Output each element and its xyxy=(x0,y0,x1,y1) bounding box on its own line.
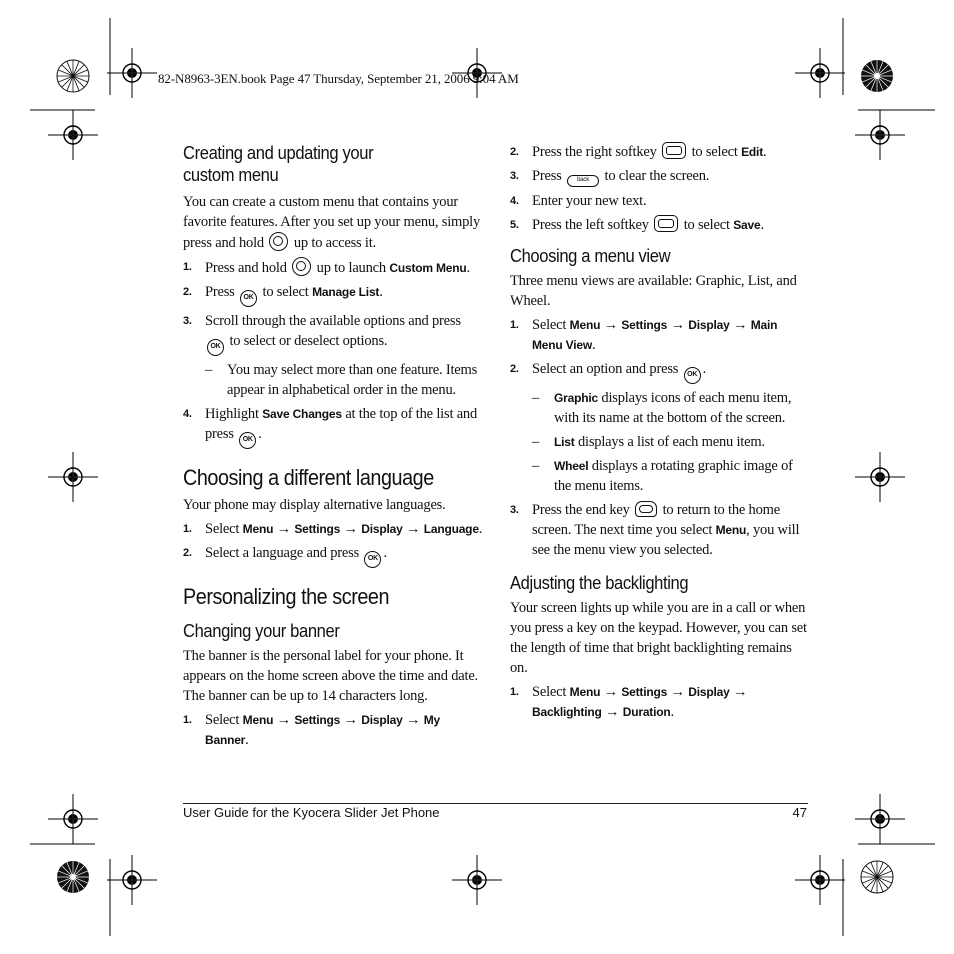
backlight-step-1: 1. Select Menu → Settings → Display → Backlighting → Duration. xyxy=(510,684,748,720)
left-softkey-icon xyxy=(654,215,678,232)
color-bar-star-icon xyxy=(861,60,893,92)
backlight-heading: Adjusting the backlighting xyxy=(510,573,689,593)
custom-menu-intro: You can create a custom menu that contains your favorite features. After you set up your menu, simply press and hold up to access it. xyxy=(183,194,481,251)
banner-intro: The banner is the personal label for your phone. It appears on the home screen above the time and date. The banner can be up to 14 characters long. xyxy=(183,648,478,704)
language-heading: Choosing a different language xyxy=(183,465,434,490)
banner-step-3: 3. Press back to clear the screen. xyxy=(510,166,810,187)
backlight-intro: Your screen lights up while you are in a call or when you press a key on the keypad. However, you can set the length of time that bright backlighting remains on. xyxy=(510,600,807,676)
registration-mark-icon xyxy=(48,110,98,160)
ok-key-icon: OK xyxy=(240,290,257,307)
ok-key-icon: OK xyxy=(364,551,381,568)
menu-view-list: – List displays a list of each menu item. xyxy=(532,434,765,450)
left-column xyxy=(183,142,483,750)
registration-mark-icon xyxy=(855,452,905,502)
color-bar-star-icon xyxy=(861,861,893,893)
registration-mark-icon xyxy=(855,110,905,160)
book-header: 82-N8963-3EN.book Page 47 Thursday, September 21, 2006 9:04 AM xyxy=(158,71,519,86)
custom-menu-step-3: 3. Scroll through the available options and press OK to select or deselect options. xyxy=(183,311,483,356)
menu-view-intro: Three menu views are available: Graphic, List, and Wheel. xyxy=(510,273,797,309)
color-bar-star-icon xyxy=(57,861,89,893)
custom-menu-step-2: 2. Press OK to select Manage List. xyxy=(183,282,483,307)
page-number: 47 xyxy=(792,805,807,820)
color-bar-star-icon xyxy=(57,60,89,92)
footer-title: User Guide for the Kyocera Slider Jet Phone xyxy=(183,805,440,820)
custom-menu-step-3-note: – You may select more than one feature. Items appear in alphabetical order in the menu. xyxy=(205,362,478,398)
navigation-key-icon xyxy=(269,232,288,251)
language-step-1: 1. Select Menu → Settings → Display → Language. xyxy=(183,521,483,537)
registration-mark-icon xyxy=(107,855,157,905)
ok-key-icon: OK xyxy=(684,367,701,384)
language-intro: Your phone may display alternative languages. xyxy=(183,497,446,513)
registration-mark-icon xyxy=(107,48,157,98)
right-softkey-icon xyxy=(662,142,686,159)
banner-step-5: 5. Press the left softkey to select Save. xyxy=(510,217,764,233)
footer-rule xyxy=(183,803,808,804)
registration-mark-icon xyxy=(48,794,98,844)
banner-step-1: 1. Select Menu → Settings → Display → My Banner. xyxy=(183,712,440,748)
registration-mark-icon xyxy=(855,794,905,844)
language-step-2: 2. Select a language and press OK . xyxy=(183,543,483,568)
right-column xyxy=(510,142,810,722)
registration-mark-icon xyxy=(795,48,845,98)
registration-mark-icon xyxy=(452,855,502,905)
end-key-icon xyxy=(635,501,657,517)
custom-menu-heading: Creating and updating your custom menu xyxy=(183,143,374,185)
registration-mark-icon xyxy=(795,855,845,905)
banner-step-4: 4. Enter your new text. xyxy=(510,193,647,209)
menu-view-heading: Choosing a menu view xyxy=(510,246,671,266)
custom-menu-step-1: 1. Press and hold up to launch Custom Menu. xyxy=(183,257,483,278)
registration-mark-icon xyxy=(48,452,98,502)
menu-view-step-2: 2. Select an option and press OK . xyxy=(510,359,810,384)
menu-view-step-3: 3. Press the end key to return to the home screen. The next time you select Menu, you will see the menu view you selected. xyxy=(510,502,800,558)
ok-key-icon: OK xyxy=(207,339,224,356)
menu-view-step-1: 1. Select Menu → Settings → Display → Main Menu View. xyxy=(510,317,778,353)
personalizing-heading: Personalizing the screen xyxy=(183,584,390,609)
menu-view-wheel: – Wheel displays a rotating graphic image of the menu items. xyxy=(532,458,793,494)
back-key-icon: back xyxy=(567,175,599,187)
banner-heading: Changing your banner xyxy=(183,621,340,641)
custom-menu-step-4: 4. Highlight Save Changes at the top of the list and press OK . xyxy=(183,404,483,449)
banner-step-2: 2. Press the right softkey to select Edit. xyxy=(510,144,767,160)
navigation-key-icon xyxy=(292,257,311,276)
menu-view-graphic: – Graphic displays icons of each menu item, with its name at the bottom of the screen. xyxy=(532,390,792,426)
ok-key-icon: OK xyxy=(239,432,256,449)
